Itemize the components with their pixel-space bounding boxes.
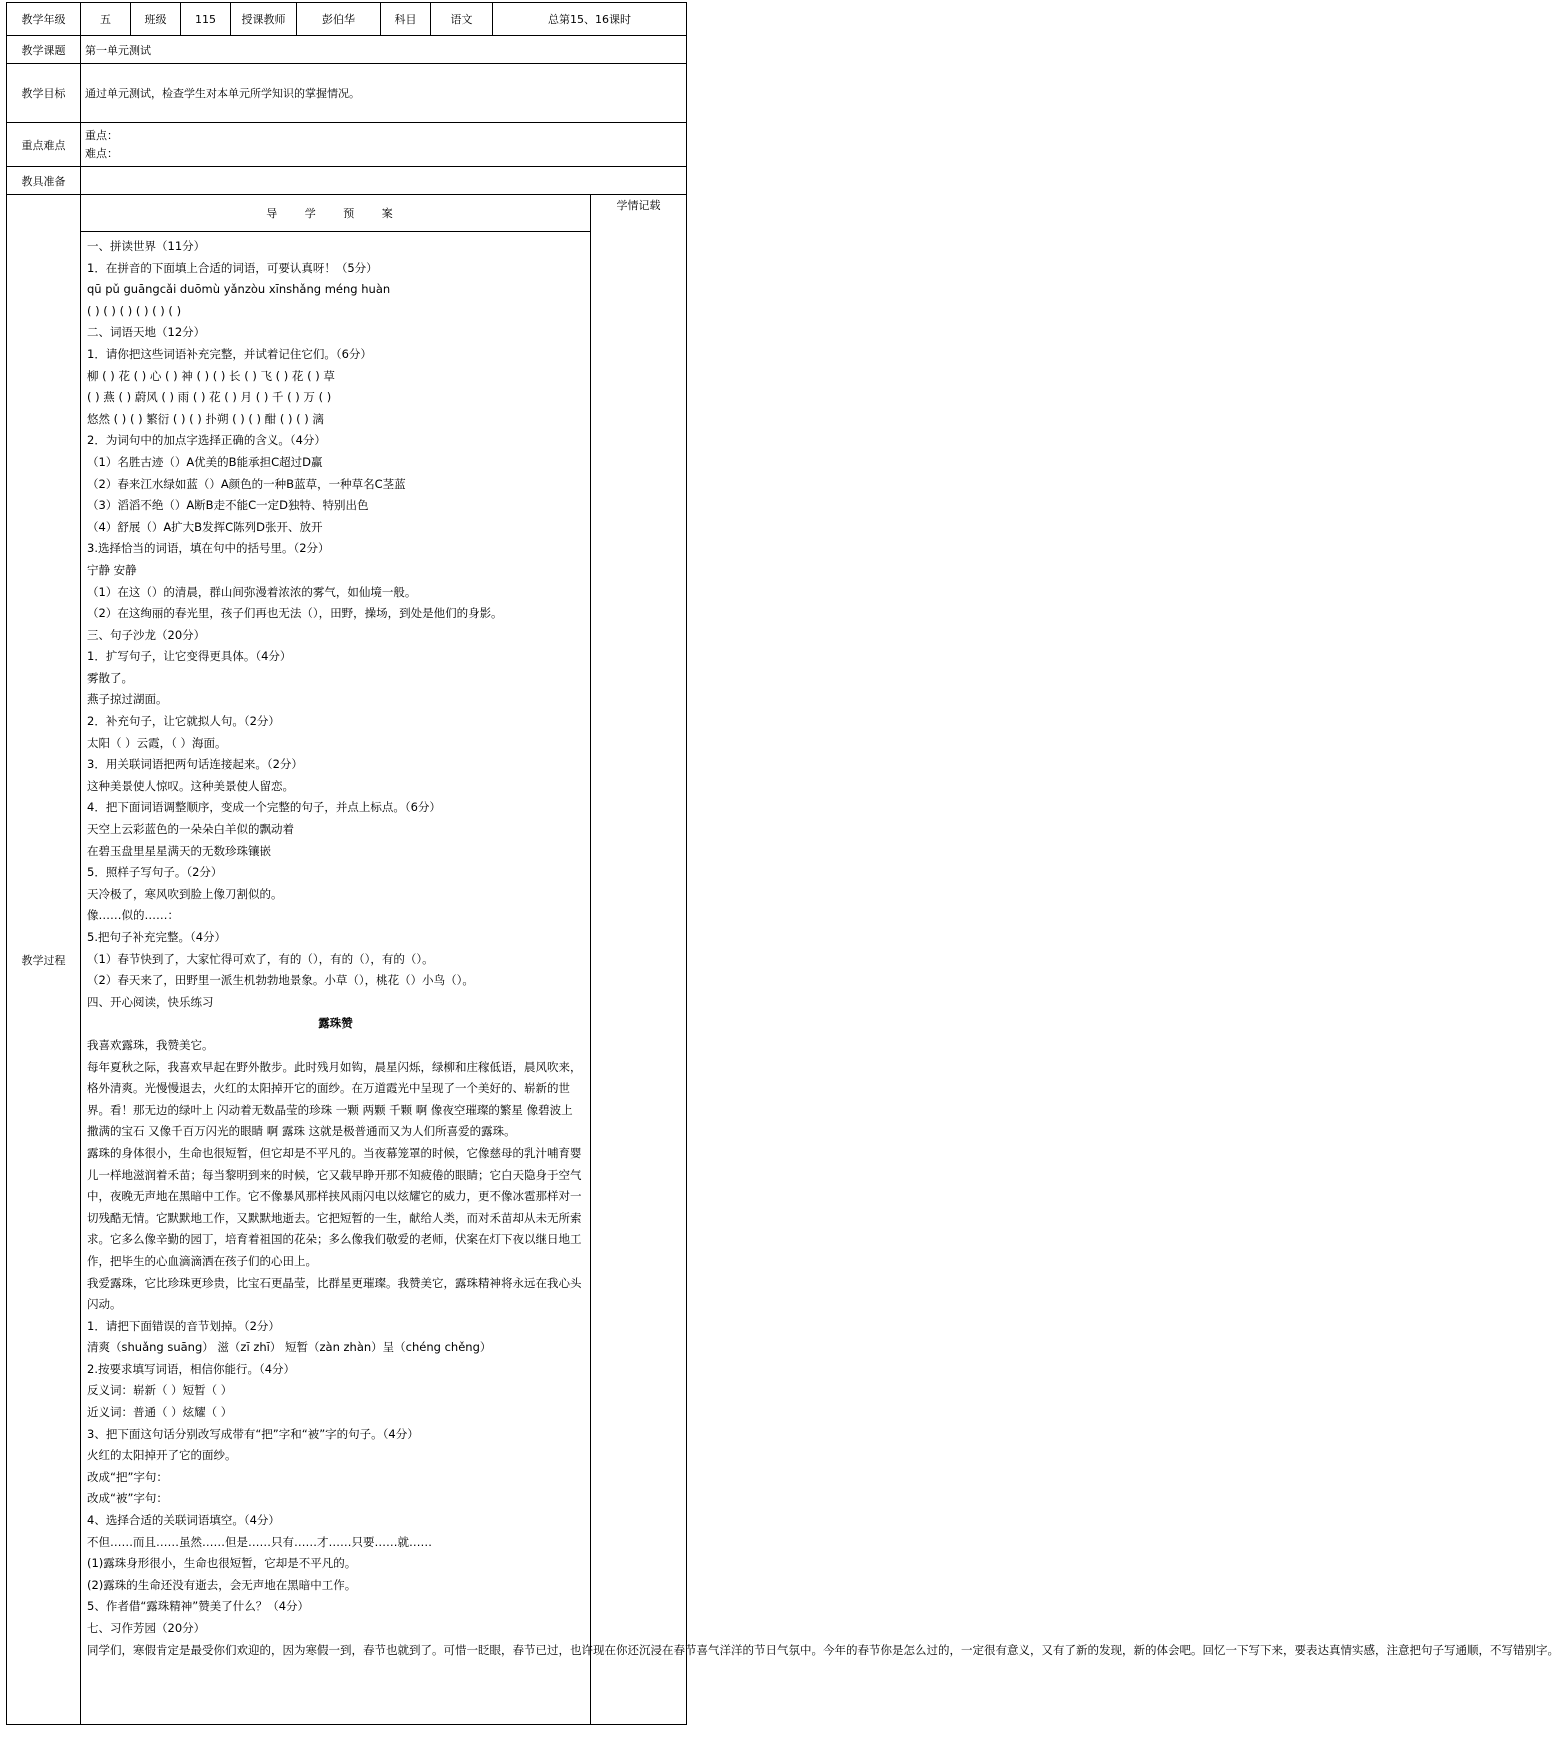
content-line: （4）舒展（）A扩大B发挥C陈列D张开、放开 [87, 519, 323, 534]
reading-title: 露珠赞 [318, 1016, 353, 1031]
class-label: 班级 [131, 3, 181, 36]
content-line: 3、把下面这句话分别改写成带有“把”字和“被”字的句子。（4分） [87, 1426, 419, 1441]
topic-row [7, 36, 687, 64]
header-row [7, 3, 687, 36]
content-line: 宁静 安静 [87, 562, 137, 577]
content-line: （1）在这（）的清晨，群山间弥漫着浓浓的雾气，如仙境一般。 [87, 584, 417, 599]
content-lines [87, 236, 1559, 1661]
content-line: 清爽（shuǎng suāng） 滋（zī zhī） 短暂（zàn zhàn）呈（chéng chěng） [87, 1340, 492, 1355]
content-line: 2.按要求填写词语，相信你能行。（4分） [87, 1361, 296, 1376]
difficult-point: 难点： [85, 146, 118, 160]
content-line: 三、句子沙龙（20分） [87, 627, 206, 642]
content-line: （2）在这绚丽的春光里，孩子们再也无法（），田野，操场，到处是他们的身影。 [87, 606, 503, 621]
teacher-label: 授课教师 [231, 3, 297, 36]
content-line: 天空上云彩蓝色的一朵朵白羊似的飘动着 [87, 822, 294, 837]
process-label: 教学过程 [7, 195, 81, 1725]
content-line: 1．请你把这些词语补充完整，并试着记住它们。（6分） [87, 346, 372, 361]
content-line: 2．补充句子，让它就拟人句。（2分） [87, 714, 280, 729]
grade-label: 教学年级 [7, 3, 81, 36]
content-line: 改成“被”字句： [87, 1491, 168, 1506]
content-line: （1）春节快到了，大家忙得可欢了，有的（），有的（），有的（）。 [87, 951, 434, 966]
content-line: 一、拼读世界（11分） [87, 239, 206, 253]
content-line: 天冷极了，寒风吹到脸上像刀割似的。 [87, 886, 283, 901]
content-line: 这种美景使人惊叹。这种美景使人留恋。 [87, 778, 294, 793]
content-line: 雾散了。 [87, 670, 133, 685]
plan-content-row [7, 232, 687, 1725]
content-line: （1）名胜古迹（）A优美的B能承担C超过D赢 [87, 454, 323, 469]
key-values [81, 123, 687, 167]
plan-content [81, 232, 1559, 1725]
subject-value: 语文 [431, 3, 493, 36]
content-line: 太阳（ ）云霞，（ ）海面。 [87, 735, 227, 750]
content-line: （2）春天来了，田野里一派生机勃勃地景象。小草（），桃花（）小鸟（）。 [87, 973, 474, 988]
content-line: 每年夏秋之际，我喜欢早起在野外散步。此时残月如钩，晨星闪烁，绿柳和庄稼低语，晨风吹来，格外清爽。光慢慢退去，火红的太阳掉开它的面纱。在万道霞光中呈现了一个美好的、崭新的世界。看！那无边的绿叶上 闪动着无数晶莹的珍珠 一颗 两颗 千颗 啊 像夜空璀璨的繁星 像碧波上撒满的宝石 又像千百万闪光的眼睛 啊 露珠 这就是极普通而又为人们所喜爱的露珠。 [87, 1059, 582, 1139]
content-line: ( ) ( ) ( ) ( ) ( ) ( ) [87, 303, 182, 318]
tools-row [7, 167, 687, 195]
content-line: 2．为词句中的加点字选择正确的含义。（4分） [87, 433, 326, 448]
goal-value: 通过单元测试，检查学生对本单元所学知识的掌握情况。 [81, 64, 687, 123]
lesson-plan-table [6, 2, 1559, 1725]
content-line: 4、选择合适的关联词语填空。（4分） [87, 1513, 280, 1528]
content-line: （3）滔滔不绝（）A断B走不能C一定D独特、特别出色 [87, 498, 369, 513]
content-line: 5.把句子补充完整。（4分） [87, 930, 227, 944]
content-line: (1)露珠身形很小，生命也很短暂，它却是不平凡的。 [87, 1556, 357, 1571]
key-label: 重点难点 [7, 123, 81, 167]
key-point: 重点： [85, 128, 118, 142]
content-line: 柳 ( ) 花 ( ) 心 ( ) 神 ( ) ( ) 长 ( ) 飞 ( ) 花 ( ) 草 [87, 368, 335, 383]
topic-label: 教学课题 [7, 36, 81, 64]
content-line: (2)露珠的生命还没有逝去，会无声地在黑暗中工作。 [87, 1577, 357, 1592]
content-line: 改成“把”字句： [87, 1469, 168, 1484]
plan-title: 导 学 预 案 [81, 195, 591, 232]
plan-title-row [7, 195, 687, 232]
content-line: 我喜欢露珠，我赞美它。 [87, 1037, 214, 1052]
content-line: 像……似的……： [87, 908, 179, 923]
content-line: 5．照样子写句子。（2分） [87, 865, 223, 880]
tools-label: 教具准备 [7, 167, 81, 195]
content-line: 1．请把下面错误的音节划掉。（2分） [87, 1318, 280, 1333]
class-value: 115 [181, 3, 231, 36]
content-line: 3.选择恰当的词语，填在句中的括号里。（2分） [87, 541, 330, 556]
period-value: 总第15、16课时 [493, 3, 687, 36]
goal-label: 教学目标 [7, 64, 81, 123]
subject-label: 科目 [381, 3, 431, 36]
content-line: 二、词语天地（12分） [87, 325, 206, 340]
content-line: 4．把下面词语调整顺序，变成一个完整的句子，并点上标点。（6分） [87, 800, 441, 815]
content-line: qū pǔ guāngcǎi duōmù yǎnzòu xīnshǎng méng huàn [87, 282, 391, 297]
grade-value: 五 [81, 3, 131, 36]
content-line: 3．用关联词语把两句话连接起来。（2分） [87, 757, 303, 772]
content-line: 悠然 ( ) ( ) 繁衍 ( ) ( ) 扑朔 ( ) ( ) 酣 ( ) ( ) 漓 [87, 411, 324, 426]
content-line: 七、习作芳园（20分） [87, 1621, 206, 1635]
content-line: 我爱露珠，它比珍珠更珍贵，比宝石更晶莹，比群星更璀璨。我赞美它，露珠精神将永远在我心头闪动。 [87, 1275, 582, 1312]
content-line: 5、作者借“露珠精神”赞美了什么？（4分） [87, 1599, 310, 1614]
key-row [7, 123, 687, 167]
content-line: 近义词：普通（ ）炫耀（ ） [87, 1405, 233, 1420]
content-line: 1．扩写句子，让它变得更具体。（4分） [87, 649, 292, 664]
content-line: 不但……而且……虽然……但是……只有……才……只要……就…… [87, 1534, 432, 1549]
record-label: 学情记载 [591, 195, 687, 1725]
content-line: 1．在拼音的下面填上合适的词语，可要认真呀！（5分） [87, 260, 378, 275]
teacher-value: 彭伯华 [297, 3, 381, 36]
content-line: 露珠的身体很小，生命也很短暂，但它却是不平凡的。当夜幕笼罩的时候，它像慈母的乳汁哺育婴儿一样地滋润着禾苗；每当黎明到来的时候，它又载早睁开那不知疲倦的眼睛；它白天隐身于空气中，夜晚无声地在黑暗中工作。它不像暴风那样挟风雨闪电以炫耀它的威力，更不像冰雹那样对一切残酷无情。它默默地工作，又默默地逝去。它把短暂的一生，献给人类，而对禾苗却从未无所索求。它多么像辛勤的园丁，培育着祖国的花朵；多么像我们敬爱的老师，伏案在灯下夜以继日地工作，把毕生的心血滴滴洒在孩子们的心田上。 [87, 1145, 582, 1268]
content-line: 燕子掠过湖面。 [87, 692, 168, 707]
goal-row [7, 64, 687, 123]
lesson-plan-page [6, 2, 1559, 1725]
topic-value: 第一单元测试 [81, 36, 687, 64]
tools-value [81, 167, 687, 195]
content-line: ( ) 燕 ( ) 蔚风 ( ) 雨 ( ) 花 ( ) 月 ( ) 千 ( ) 万 ( ) [87, 390, 332, 405]
content-line: 火红的太阳掉开了它的面纱。 [87, 1448, 237, 1463]
content-line: （2）春来江水绿如蓝（）A颜色的一种B蓝草，一种草名C茎蓝 [87, 476, 406, 491]
content-line: 四、开心阅读，快乐练习 [87, 994, 214, 1009]
content-line: 同学们，寒假肯定是最受你们欢迎的，因为寒假一到，春节也就到了。可惜一眨眼，春节已过，也许现在你还沉浸在春节喜气洋洋的节日气氛中。今年的春节你是怎么过的，一定很有意义，又有了新的发现，新的体会吧。回忆一下写下来，要表达真情实感，注意把句子写通顺，不写错别字。 [87, 1642, 1559, 1657]
content-line: 反义词：崭新（ ）短暂（ ） [87, 1383, 233, 1398]
content-line: 在碧玉盘里星星满天的无数珍珠镶嵌 [87, 843, 271, 858]
